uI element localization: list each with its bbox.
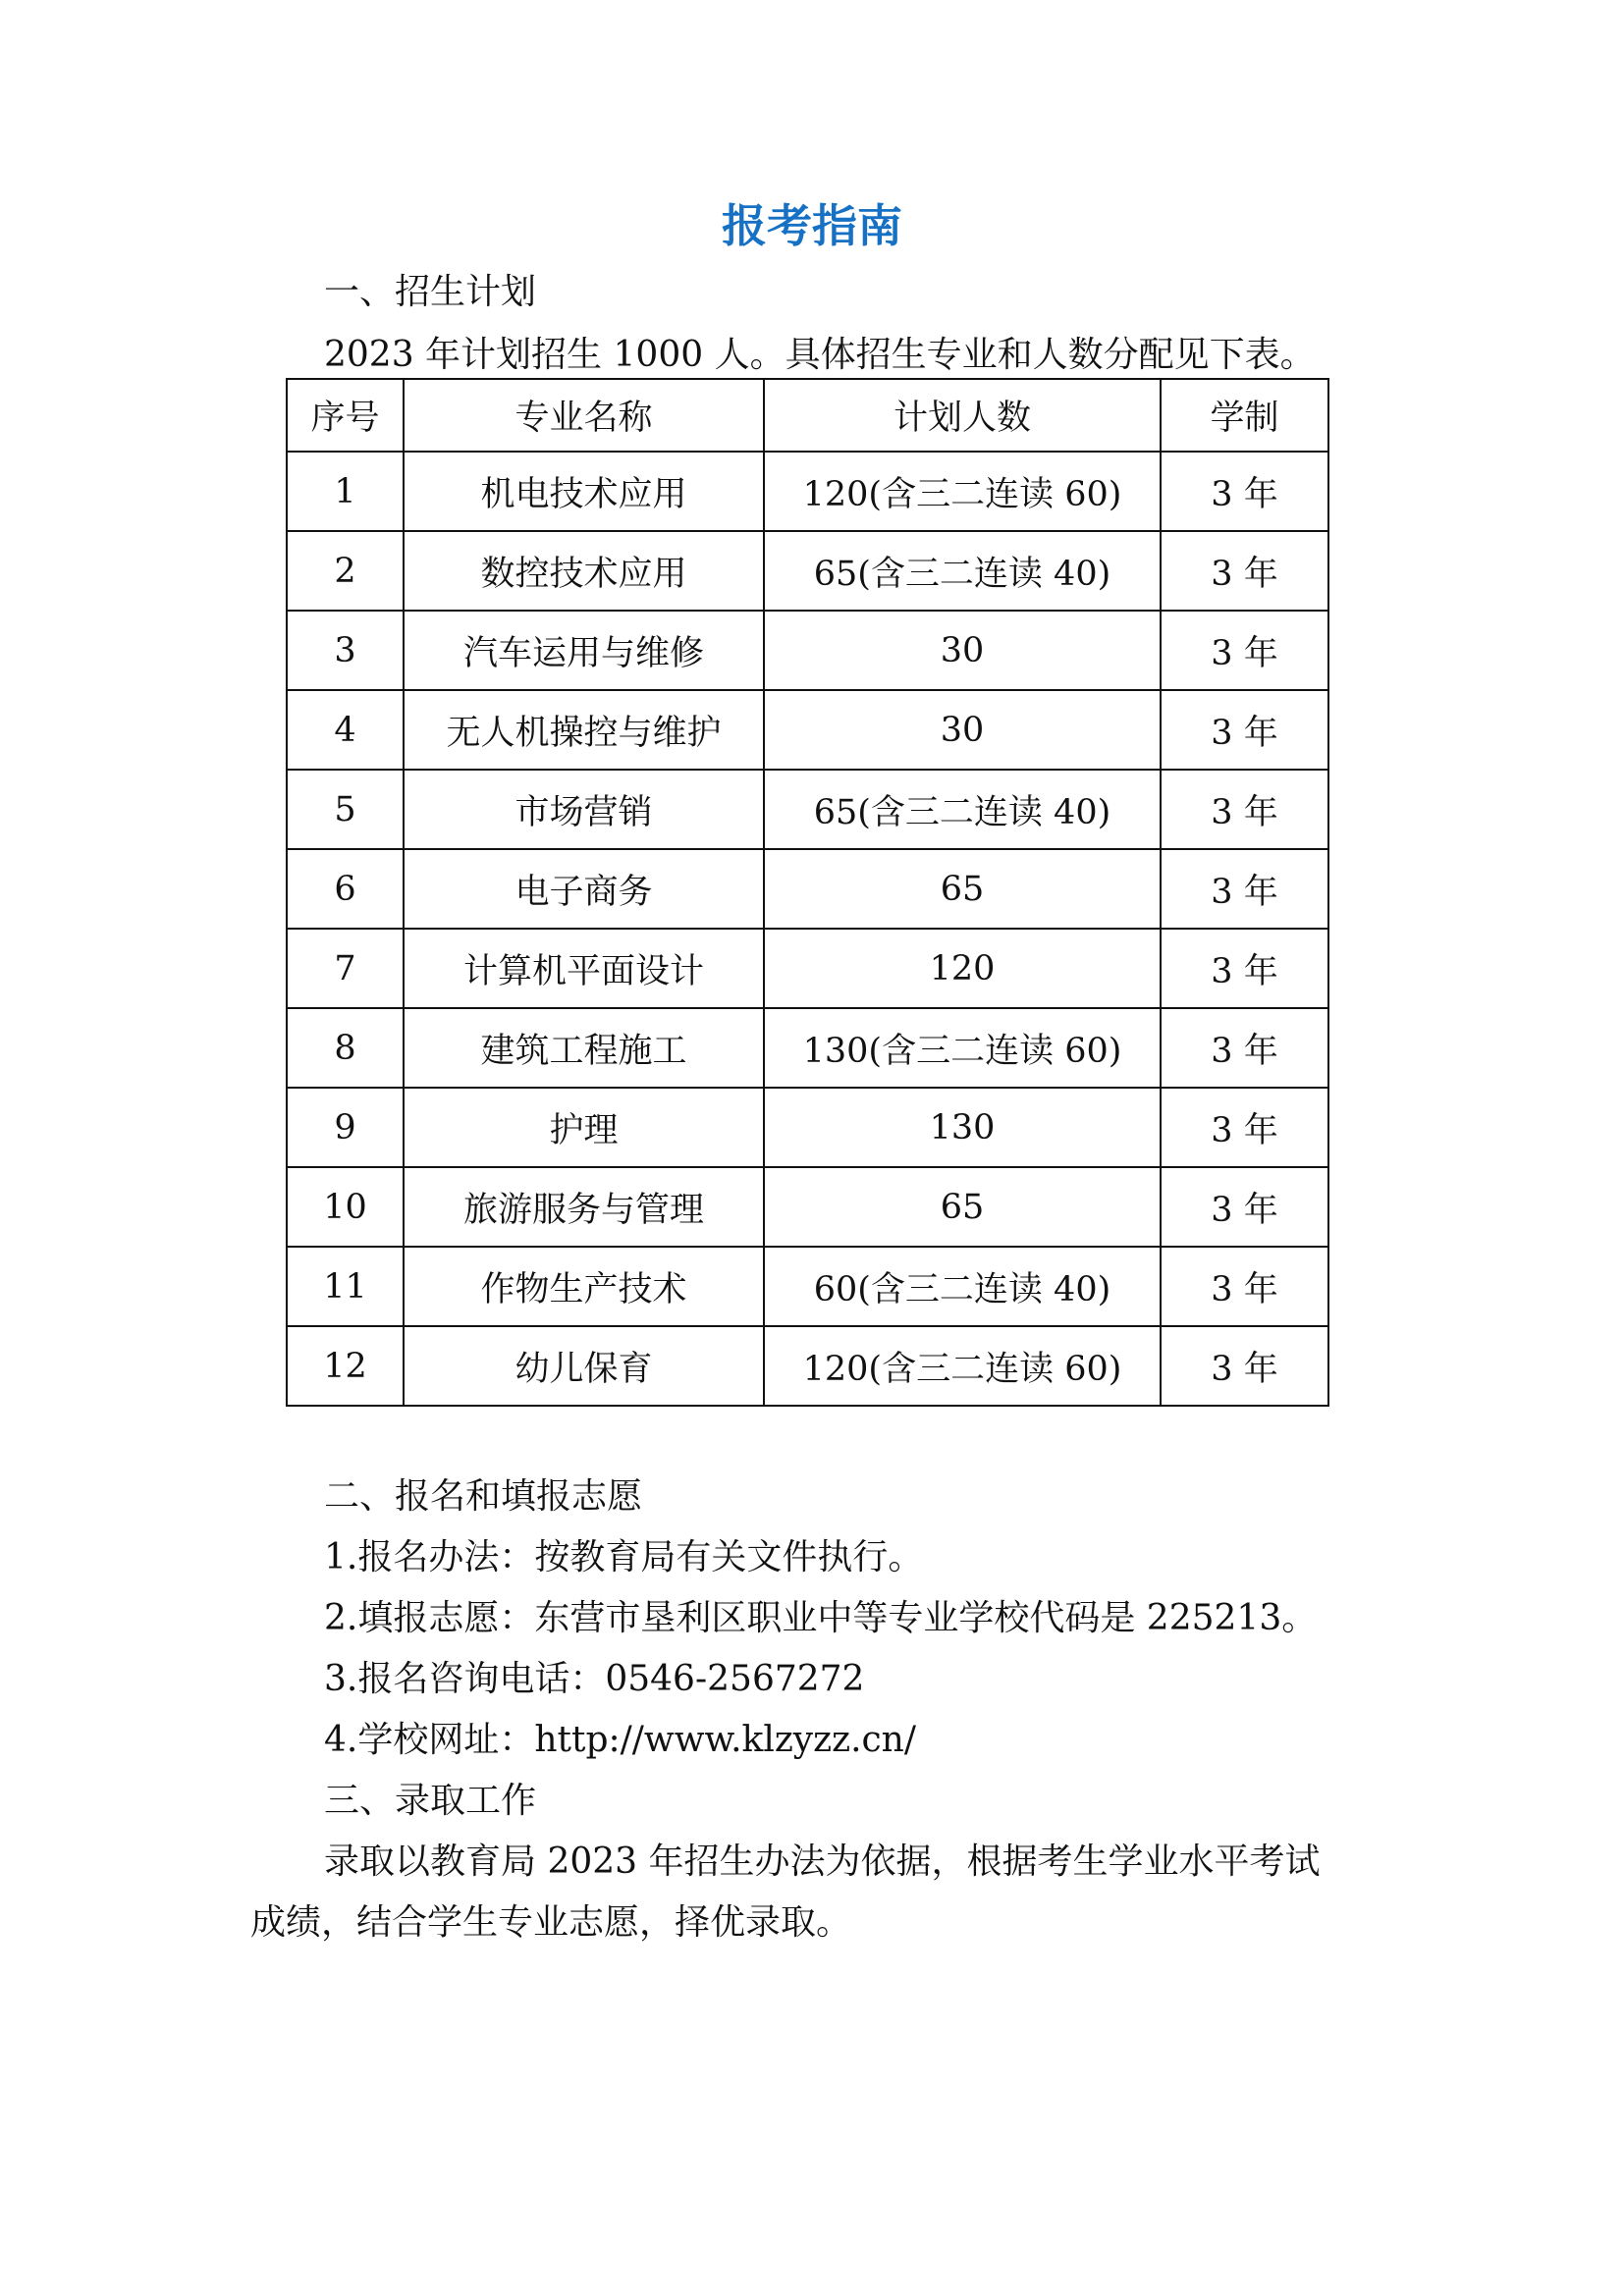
cell-no: 12 [287, 1326, 404, 1406]
cell-major: 无人机操控与维护 [404, 690, 764, 770]
section2-item-school-code: 2.填报志愿：东营市垦利区职业中等专业学校代码是 225213。 [324, 1598, 1318, 1638]
table-row [287, 611, 1328, 690]
cell-no: 3 [287, 611, 404, 690]
cell-plan: 60(含三二连读 40) [764, 1247, 1161, 1326]
cell-no: 2 [287, 531, 404, 611]
cell-plan: 120(含三二连读 60) [764, 1326, 1161, 1406]
cell-plan: 65 [764, 849, 1161, 929]
cell-major: 市场营销 [404, 770, 764, 849]
section1-heading: 一、招生计划 [324, 272, 537, 312]
section2-heading: 二、报名和填报志愿 [324, 1476, 643, 1517]
cell-duration: 3 年 [1161, 531, 1328, 611]
cell-duration: 3 年 [1161, 1008, 1328, 1088]
table-row [287, 1088, 1328, 1167]
cell-duration: 3 年 [1161, 611, 1328, 690]
table-header-row [287, 379, 1328, 452]
cell-plan: 130 [764, 1088, 1161, 1167]
table-row [287, 1008, 1328, 1088]
cell-major: 计算机平面设计 [404, 929, 764, 1008]
section3-paragraph-line1: 录取以教育局 2023 年招生办法为依据，根据考生学业水平考试 [324, 1842, 1321, 1882]
cell-major: 建筑工程施工 [404, 1008, 764, 1088]
cell-no: 6 [287, 849, 404, 929]
cell-plan: 65(含三二连读 40) [764, 770, 1161, 849]
cell-major: 幼儿保育 [404, 1326, 764, 1406]
header-plan: 计划人数 [764, 379, 1161, 452]
cell-major: 数控技术应用 [404, 531, 764, 611]
cell-no: 9 [287, 1088, 404, 1167]
cell-no: 11 [287, 1247, 404, 1326]
cell-major: 旅游服务与管理 [404, 1167, 764, 1247]
table-row [287, 1326, 1328, 1406]
cell-plan: 130(含三二连读 60) [764, 1008, 1161, 1088]
section3-heading: 三、录取工作 [324, 1781, 537, 1821]
table-row [287, 452, 1328, 531]
cell-duration: 3 年 [1161, 1247, 1328, 1326]
cell-major: 电子商务 [404, 849, 764, 929]
cell-duration: 3 年 [1161, 1088, 1328, 1167]
page-title: 报考指南 [722, 199, 902, 252]
section2-item-signup: 1.报名办法：按教育局有关文件执行。 [324, 1537, 924, 1577]
table-row [287, 531, 1328, 611]
table-row [287, 849, 1328, 929]
header-duration: 学制 [1161, 379, 1328, 452]
cell-no: 10 [287, 1167, 404, 1247]
cell-plan: 120 [764, 929, 1161, 1008]
header-no: 序号 [287, 379, 404, 452]
cell-no: 4 [287, 690, 404, 770]
cell-duration: 3 年 [1161, 929, 1328, 1008]
cell-no: 5 [287, 770, 404, 849]
cell-major: 作物生产技术 [404, 1247, 764, 1326]
cell-no: 8 [287, 1008, 404, 1088]
table-row [287, 770, 1328, 849]
section2-item-website: 4.学校网址：http://www.klzyzz.cn/ [324, 1720, 917, 1760]
cell-duration: 3 年 [1161, 452, 1328, 531]
cell-duration: 3 年 [1161, 849, 1328, 929]
cell-plan: 65 [764, 1167, 1161, 1247]
table-row [287, 690, 1328, 770]
enrollment-plan-table [286, 378, 1329, 1407]
cell-major: 护理 [404, 1088, 764, 1167]
cell-plan: 65(含三二连读 40) [764, 531, 1161, 611]
cell-duration: 3 年 [1161, 690, 1328, 770]
table-row [287, 929, 1328, 1008]
section2-item-phone: 3.报名咨询电话：0546-2567272 [324, 1659, 865, 1699]
section3-paragraph-line2: 成绩，结合学生专业志愿，择优录取。 [250, 1902, 852, 1943]
cell-major: 机电技术应用 [404, 452, 764, 531]
table-row [287, 1167, 1328, 1247]
cell-major: 汽车运用与维修 [404, 611, 764, 690]
cell-duration: 3 年 [1161, 1326, 1328, 1406]
cell-plan: 120(含三二连读 60) [764, 452, 1161, 531]
cell-duration: 3 年 [1161, 770, 1328, 849]
section1-intro: 2023 年计划招生 1000 人。具体招生专业和人数分配见下表。 [324, 335, 1316, 375]
cell-plan: 30 [764, 611, 1161, 690]
header-major: 专业名称 [404, 379, 764, 452]
cell-no: 7 [287, 929, 404, 1008]
cell-no: 1 [287, 452, 404, 531]
cell-plan: 30 [764, 690, 1161, 770]
cell-duration: 3 年 [1161, 1167, 1328, 1247]
table-row [287, 1247, 1328, 1326]
